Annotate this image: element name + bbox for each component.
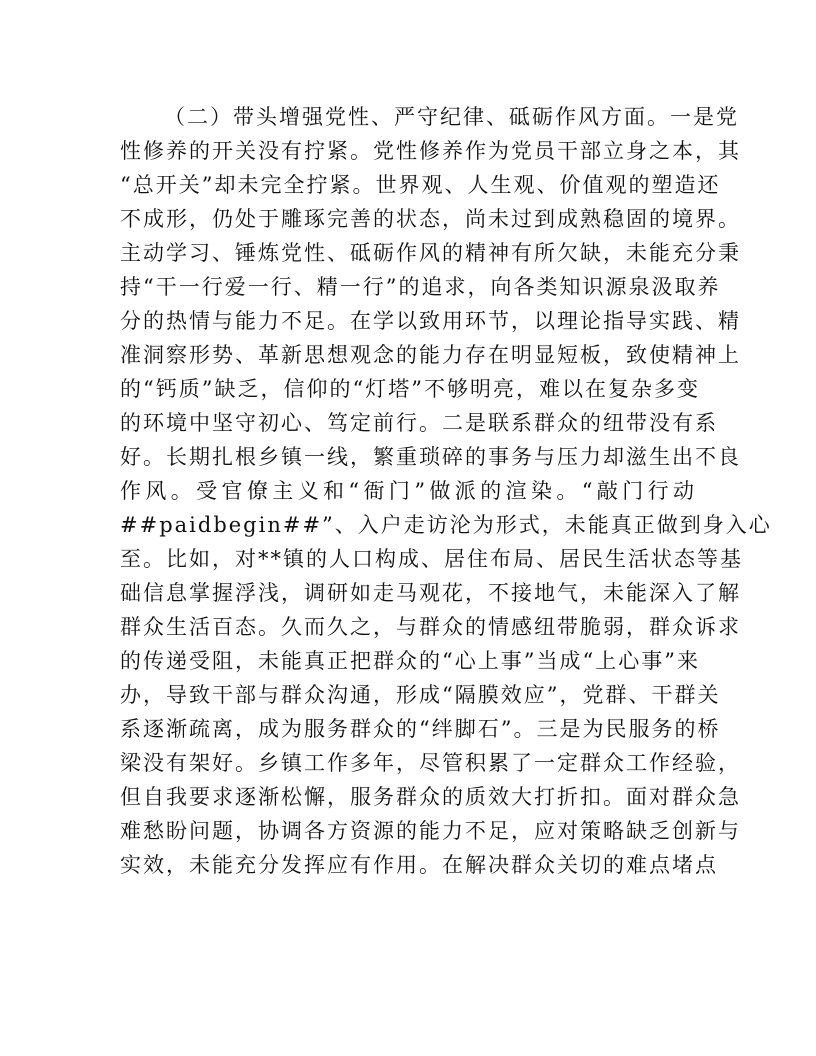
text-line: 分的热情与能力不足。在学以致用环节，以理论指导实践、精 (120, 309, 741, 333)
text-line: 实效，未能充分发挥应有作用。在解决群众关切的难点堵点 (120, 853, 718, 877)
text-line: 的传递受阻，未能真正把群众的“心上事”当成“上心事”来 (120, 649, 700, 673)
text-line: 作风。受官僚主义和“衙门”做派的渲染。“敲门行动 (120, 479, 696, 503)
text-line: 不成形，仍处于雕琢完善的状态，尚未过到成熟稳固的境界。 (120, 207, 741, 231)
text-line: 至。比如，对**镇的人口构成、居住布局、居民生活状态等基 (120, 547, 743, 571)
text-line: 梁没有架好。乡镇工作多年，尽管积累了一定群众工作经验， (120, 751, 741, 775)
text-line: 群众生活百态。久而久之，与群众的情感纽带脆弱，群众诉求 (120, 615, 741, 639)
text-line: 的“钙质”缺乏，信仰的“灯塔”不够明亮，难以在复杂多变 (120, 377, 700, 401)
text-line: 但自我要求逐渐松懈，服务群众的质效大打折扣。面对群众急 (120, 785, 741, 809)
text-line: 主动学习、锤炼党性、砥砺作风的精神有所欠缺，未能充分秉 (120, 241, 741, 265)
text-line: 性修养的开关没有拧紧。党性修养作为党员干部立身之本，其 (120, 139, 741, 163)
text-line: 好。长期扎根乡镇一线，繁重琐碎的事务与压力却滋生出不良 (120, 445, 741, 469)
text-line: 系逐渐疏离，成为服务群众的“绊脚石”。三是为民服务的桥 (120, 717, 721, 741)
text-line: 准洞察形势、革新思想观念的能力存在明显短板，致使精神上 (120, 343, 741, 367)
text-line: 持“干一行爱一行、精一行”的追求，向各类知识源泉汲取养 (120, 275, 721, 299)
text-line: 办，导致干部与群众沟通，形成“隔膜效应”，党群、干群关 (120, 683, 721, 707)
text-line: 难愁盼问题，协调各方资源的能力不足，应对策略缺乏创新与 (120, 819, 741, 843)
text-line: ##paidbegin##”、入户走访沦为形式，未能真正做到身入心 (120, 513, 772, 537)
text-line: 础信息掌握浮浅，调研如走马观花，不接地气，未能深入了解 (120, 581, 741, 605)
text-line: “总开关”却未完全拧紧。世界观、人生观、价值观的塑造还 (120, 173, 721, 197)
text-line: （二）带头增强党性、严守纪律、砥砺作风方面。一是党 (164, 105, 739, 129)
body-paragraph (120, 100, 772, 882)
text-line: 的环境中坚守初心、笃定前行。二是联系群众的纽带没有系 (120, 411, 718, 435)
